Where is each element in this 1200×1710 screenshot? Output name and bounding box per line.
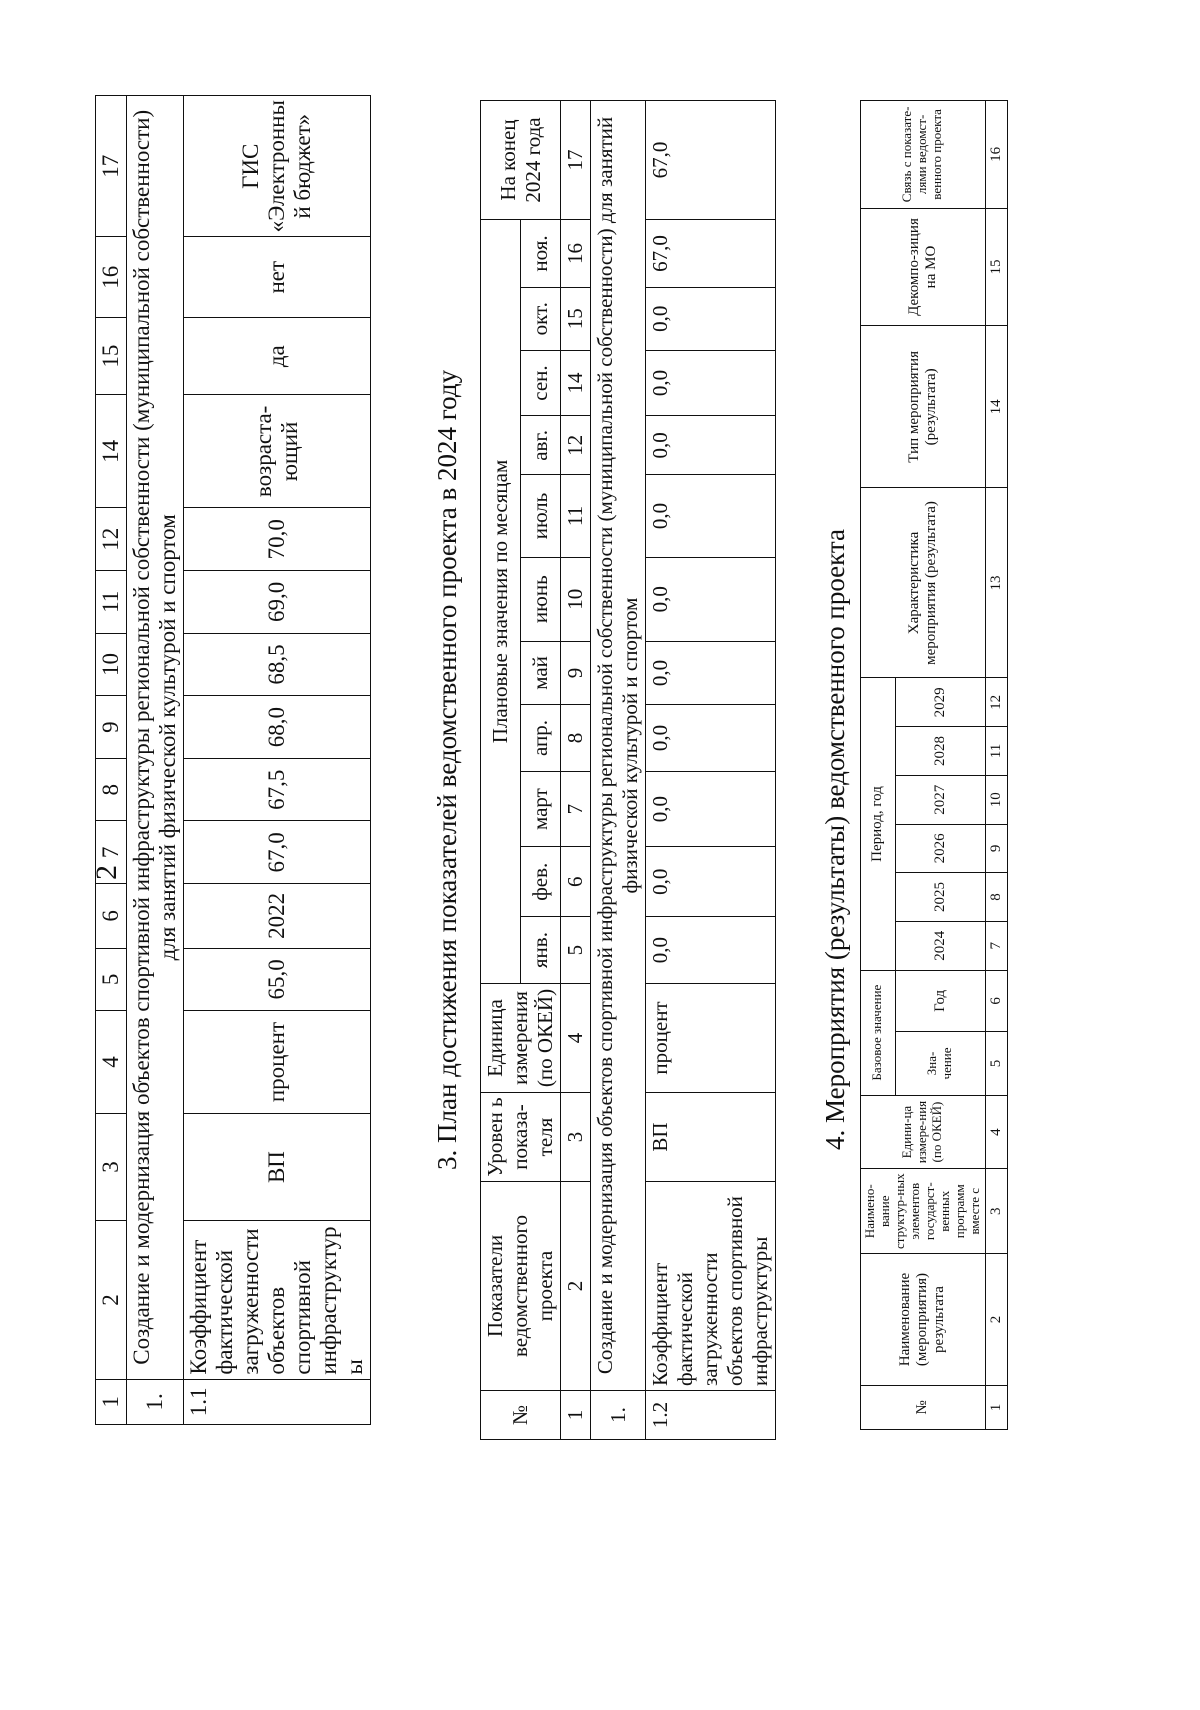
year: 2028 xyxy=(895,727,985,776)
section-3-title: 3. План достижения показателей ведомственного проекта в 2024 году xyxy=(432,369,462,1170)
header-end: На конец 2024 года xyxy=(481,101,561,220)
colnum: 17 xyxy=(96,96,127,237)
header-base-year: Год xyxy=(895,970,985,1032)
colnum: 16 xyxy=(96,237,127,317)
header-number: № xyxy=(861,1385,986,1429)
colnum: 14 xyxy=(561,350,591,416)
month: июль xyxy=(521,475,561,557)
colnum: 15 xyxy=(985,208,1007,326)
month-value: 0,0 xyxy=(646,641,776,704)
header-characteristic: Характеристика мероприятия (результата) xyxy=(861,488,986,678)
column-number-row xyxy=(561,101,591,1440)
colnum: 6 xyxy=(985,970,1007,1032)
unit: процент xyxy=(184,1011,371,1114)
colnum: 3 xyxy=(96,1113,127,1220)
colnum: 16 xyxy=(561,220,591,288)
colnum: 6 xyxy=(561,847,591,917)
value-2029: 70,0 xyxy=(184,508,371,571)
colnum: 9 xyxy=(985,824,1007,873)
indicator-name: Коэффициент фактической загруженности объектов спортивной инфраструктуры xyxy=(646,1182,776,1391)
header-decomposition: Декомпо-зиция на МО xyxy=(861,208,986,326)
section-row xyxy=(127,96,184,1425)
year: 2026 xyxy=(895,824,985,873)
colnum: 4 xyxy=(985,1095,1007,1169)
month: ноя. xyxy=(521,220,561,288)
colnum: 16 xyxy=(985,101,1007,209)
header-row xyxy=(481,101,521,1440)
header-base-value: Зна-чение xyxy=(895,1032,985,1096)
colnum: 10 xyxy=(561,557,591,641)
year: 2027 xyxy=(895,775,985,824)
month-value: 0,0 xyxy=(646,705,776,772)
column-number-row xyxy=(96,96,127,1425)
end-value: 67,0 xyxy=(646,101,776,220)
section-number: 1. xyxy=(591,1391,646,1440)
colnum: 11 xyxy=(561,475,591,557)
month-value: 0,0 xyxy=(646,557,776,641)
month: авг. xyxy=(521,416,561,475)
colnum: 1 xyxy=(561,1391,591,1440)
colnum: 14 xyxy=(985,326,1007,488)
colnum: 15 xyxy=(561,287,591,350)
value-2028: 69,0 xyxy=(184,571,371,634)
month: окт. xyxy=(521,287,561,350)
cumulative: да xyxy=(184,317,371,394)
year: 2029 xyxy=(895,678,985,727)
colnum: 1 xyxy=(96,1379,127,1424)
colnum: 15 xyxy=(96,317,127,394)
month-value: 0,0 xyxy=(646,917,776,984)
page-number: 2 xyxy=(90,865,123,880)
value-2025: 67,5 xyxy=(184,758,371,821)
month: май xyxy=(521,641,561,704)
colnum: 5 xyxy=(985,1032,1007,1096)
colnum: 9 xyxy=(561,641,591,704)
section-row xyxy=(591,101,646,1440)
colnum: 2 xyxy=(96,1221,127,1379)
section-title: Создание и модернизация объектов спортивной инфраструктуры региональной собственности (муниципальной собственности) для занятий физической культурой и спортом xyxy=(591,101,646,1391)
info-system: ГИС «Электронны й бюджет» xyxy=(184,96,371,237)
section-title: Создание и модернизация объектов спортивной инфраструктуры региональной собственности (муниципальной собственности) для занятий физической культурой и спортом xyxy=(127,96,184,1380)
colnum: 13 xyxy=(985,488,1007,678)
colnum: 17 xyxy=(561,101,591,220)
month: сен. xyxy=(521,350,561,416)
base-value: 65,0 xyxy=(184,948,371,1011)
column-number-row xyxy=(985,101,1007,1430)
colnum: 12 xyxy=(561,416,591,475)
header-unit: Едини-ца измере-ния (по ОКЕЙ) xyxy=(861,1095,986,1169)
month: март xyxy=(521,771,561,846)
table-row xyxy=(184,96,371,1425)
colnum: 5 xyxy=(96,948,127,1011)
header-period: Период, год xyxy=(861,678,896,970)
colnum: 12 xyxy=(985,678,1007,727)
colnum: 4 xyxy=(561,984,591,1093)
decomposition: нет xyxy=(184,237,371,317)
colnum: 7 xyxy=(96,821,127,884)
colnum: 8 xyxy=(96,758,127,821)
measures-table xyxy=(860,100,1008,1430)
value-2024: 67,0 xyxy=(184,821,371,884)
indicators-table xyxy=(95,95,371,1425)
colnum: 2 xyxy=(561,1182,591,1391)
section-4-title: 4. Мероприятия (результаты) ведомственного проекта xyxy=(820,528,850,1150)
colnum: 8 xyxy=(561,705,591,772)
year: 2024 xyxy=(895,921,985,970)
colnum: 10 xyxy=(985,775,1007,824)
header-plan: Плановые значения по месяцам xyxy=(481,220,521,984)
header-indicators: Показатели ведомственного проекта xyxy=(481,1182,561,1391)
colnum: 4 xyxy=(96,1011,127,1114)
section-number: 1. xyxy=(127,1379,184,1424)
colnum: 12 xyxy=(96,508,127,571)
table-row xyxy=(646,101,776,1440)
year: 2025 xyxy=(895,873,985,922)
colnum: 2 xyxy=(985,1254,1007,1386)
month-value: 0,0 xyxy=(646,475,776,557)
header-name: Наименование (мероприятия) результата xyxy=(861,1254,986,1386)
header-row xyxy=(861,101,896,1430)
growth-direction: возраста-ющий xyxy=(184,395,371,508)
indicator-name: Коэффициент фактической загруженности объектов спортивной инфраструктур ы xyxy=(184,1221,371,1379)
month-value: 0,0 xyxy=(646,771,776,846)
month: фев. xyxy=(521,847,561,917)
header-type: Тип мероприятия (результата) xyxy=(861,326,986,488)
colnum: 9 xyxy=(96,696,127,759)
colnum: 10 xyxy=(96,633,127,696)
colnum: 3 xyxy=(561,1093,591,1182)
colnum: 8 xyxy=(985,873,1007,922)
value-2026: 68,0 xyxy=(184,696,371,759)
header-unit: Единица измерения (по ОКЕЙ) xyxy=(481,984,561,1093)
header-number: № xyxy=(481,1391,561,1440)
colnum: 1 xyxy=(985,1385,1007,1429)
colnum: 3 xyxy=(985,1169,1007,1254)
month-value: 0,0 xyxy=(646,416,776,475)
month-value: 67,0 xyxy=(646,220,776,288)
colnum: 11 xyxy=(96,571,127,634)
month-value: 0,0 xyxy=(646,847,776,917)
row-number: 1.1 xyxy=(184,1379,371,1424)
colnum: 11 xyxy=(985,727,1007,776)
unit: процент xyxy=(646,984,776,1093)
header-structural-elements: Наимено-вание структур-ных элементов государст-венных программ вместе с xyxy=(861,1169,986,1254)
colnum: 6 xyxy=(96,884,127,948)
colnum: 7 xyxy=(985,921,1007,970)
indicator-level: ВП xyxy=(184,1113,371,1220)
header-link: Связь с показате-лями ведомст-венного проекта xyxy=(861,101,986,209)
month: июнь xyxy=(521,557,561,641)
row-number: 1.2 xyxy=(646,1391,776,1440)
month: апр. xyxy=(521,705,561,772)
month-value: 0,0 xyxy=(646,287,776,350)
month-value: 0,0 xyxy=(646,350,776,416)
colnum: 5 xyxy=(561,917,591,984)
header-level: Уровен ь показа-теля xyxy=(481,1093,561,1182)
header-base: Базовое значение xyxy=(861,970,896,1095)
colnum: 7 xyxy=(561,771,591,846)
colnum: 14 xyxy=(96,395,127,508)
indicator-level: ВП xyxy=(646,1093,776,1182)
month: янв. xyxy=(521,917,561,984)
base-year: 2022 xyxy=(184,884,371,948)
value-2027: 68,5 xyxy=(184,633,371,696)
plan-table xyxy=(480,100,776,1440)
